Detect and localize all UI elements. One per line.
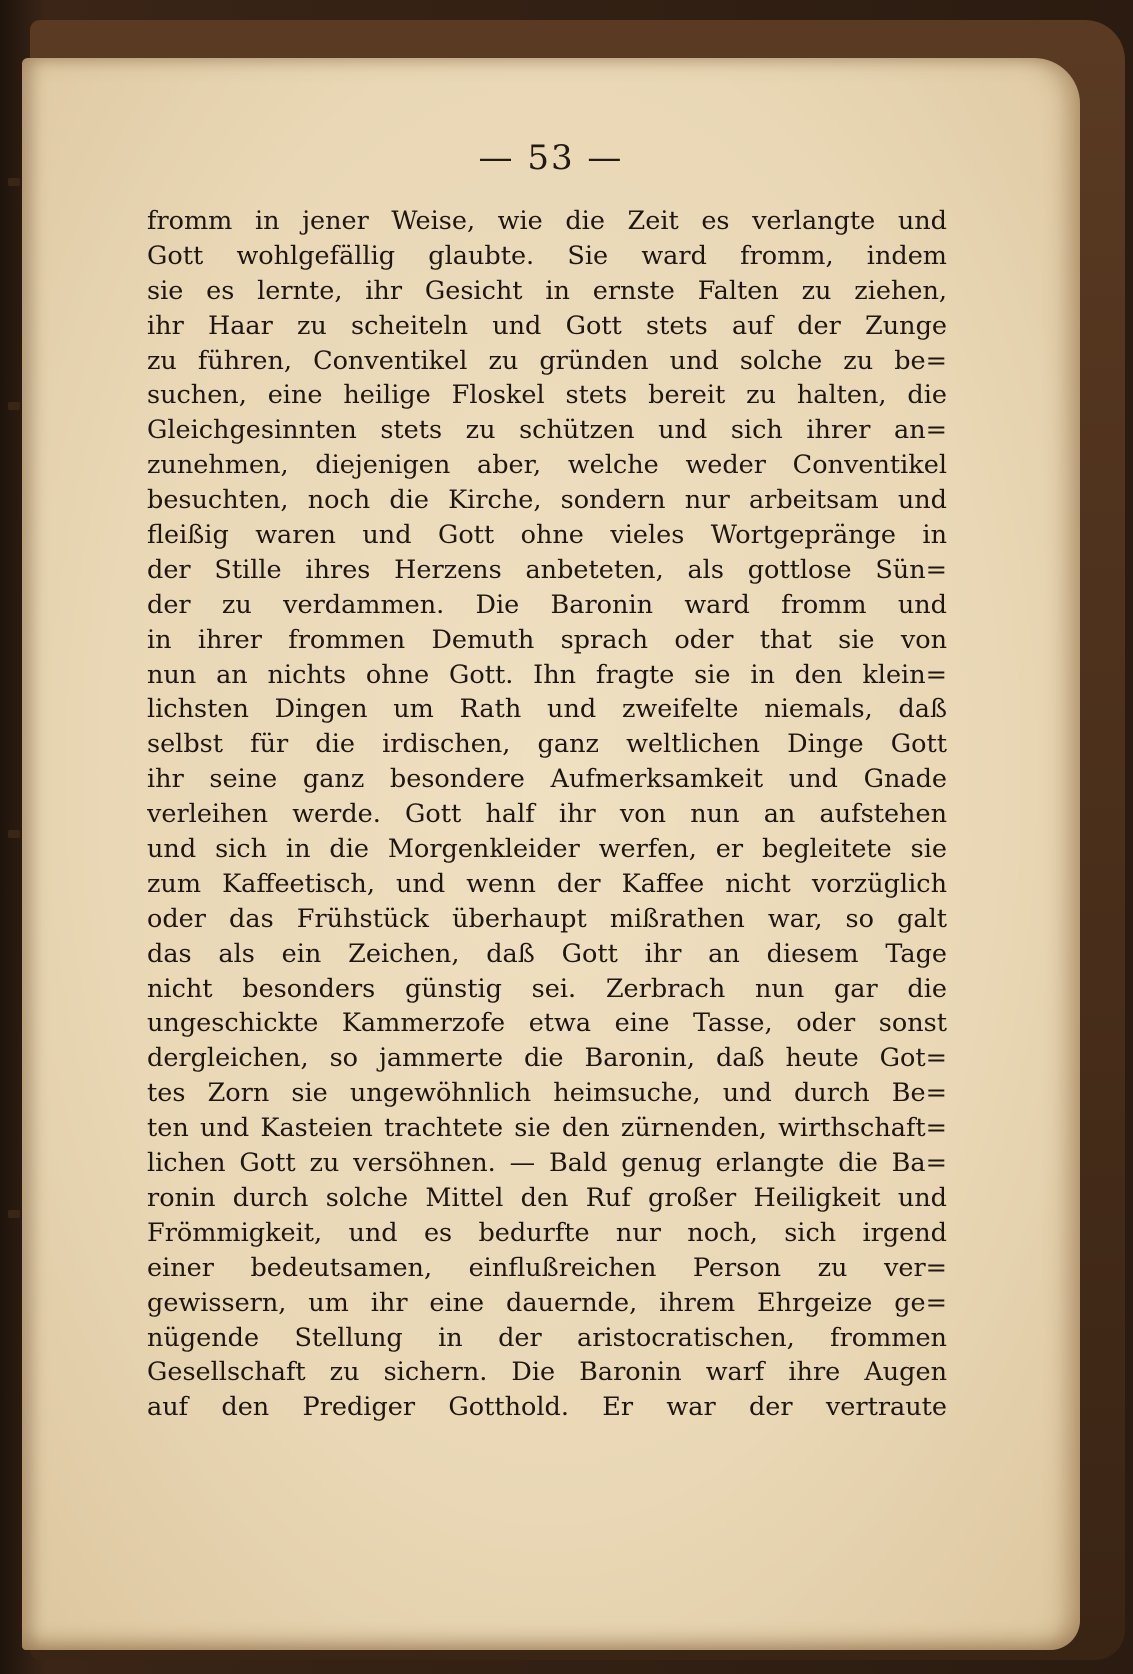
text-line: das als ein Zeichen, daß Gott ihr an diesem Tage bbox=[147, 938, 947, 969]
text-line: selbst für die irdischen, ganz weltlichen Dinge Gott bbox=[147, 729, 947, 760]
book-page bbox=[22, 58, 1080, 1650]
text-line: gewissern, um ihr eine dauernde, ihrem Ehrgeize ge= bbox=[147, 1287, 947, 1318]
text-line: zunehmen, diejenigen aber, welche weder Conventikel bbox=[147, 450, 947, 481]
text-line: ihr seine ganz besondere Aufmerksamkeit und Gnade bbox=[147, 764, 947, 795]
text-line: einer bedeutsamen, einflußreichen Person zu ver= bbox=[147, 1252, 947, 1283]
text-line: Frömmigkeit, und es bedurfte nur noch, sich irgend bbox=[147, 1217, 947, 1248]
text-line: oder das Frühstück überhaupt mißrathen war, so galt bbox=[147, 903, 947, 934]
text-line: zum Kaffeetisch, und wenn der Kaffee nicht vorzüglich bbox=[147, 868, 947, 899]
text-line: fleißig waren und Gott ohne vieles Wortgepränge in bbox=[147, 520, 947, 551]
text-line: lichsten Dingen um Rath und zweifelte niemals, daß bbox=[147, 694, 947, 725]
margin-mark bbox=[8, 178, 20, 186]
text-line: besuchten, noch die Kirche, sondern nur arbeitsam und bbox=[147, 485, 947, 516]
margin-mark bbox=[8, 402, 20, 410]
text-line: Gott wohlgefällig glaubte. Sie ward fromm, indem bbox=[147, 240, 947, 271]
text-line: und sich in die Morgenkleider werfen, er begleitete sie bbox=[147, 834, 947, 865]
text-line: der zu verdammen. Die Baronin ward fromm und bbox=[147, 589, 947, 620]
text-line: lichen Gott zu versöhnen. — Bald genug erlangte die Ba= bbox=[147, 1148, 947, 1179]
margin-mark bbox=[8, 1210, 20, 1218]
text-line: ungeschickte Kammerzofe etwa eine Tasse, oder sonst bbox=[147, 1008, 947, 1039]
body-text bbox=[147, 204, 947, 1425]
text-line: nun an nichts ohne Gott. Ihn fragte sie in den klein= bbox=[147, 659, 947, 690]
text-line: auf den Prediger Gotthold. Er war der vertraute bbox=[147, 1392, 947, 1423]
text-line: sie es lernte, ihr Gesicht in ernste Falten zu ziehen, bbox=[147, 275, 947, 306]
text-line: Gleichgesinnten stets zu schützen und sich ihrer an= bbox=[147, 415, 947, 446]
text-line: ronin durch solche Mittel den Ruf großer Heiligkeit und bbox=[147, 1182, 947, 1213]
text-line: der Stille ihres Herzens anbeteten, als gottlose Sün= bbox=[147, 554, 947, 585]
page-number: — 53 — bbox=[478, 138, 624, 178]
text-line: nicht besonders günstig sei. Zerbrach nun gar die bbox=[147, 973, 947, 1004]
text-line: nügende Stellung in der aristocratischen, frommen bbox=[147, 1322, 947, 1353]
text-line: ten und Kasteien trachtete sie den zürnenden, wirthschaft= bbox=[147, 1113, 947, 1144]
text-line: Gesellschaft zu sichern. Die Baronin warf ihre Augen bbox=[147, 1357, 947, 1388]
text-line: dergleichen, so jammerte die Baronin, daß heute Got= bbox=[147, 1043, 947, 1074]
text-line: tes Zorn sie ungewöhnlich heimsuche, und durch Be= bbox=[147, 1078, 947, 1109]
text-line: zu führen, Conventikel zu gründen und solche zu be= bbox=[147, 345, 947, 376]
text-line: verleihen werde. Gott half ihr von nun an aufstehen bbox=[147, 799, 947, 830]
text-line: ihr Haar zu scheiteln und Gott stets auf der Zunge bbox=[147, 310, 947, 341]
text-line: in ihrer frommen Demuth sprach oder that sie von bbox=[147, 624, 947, 655]
text-line: fromm in jener Weise, wie die Zeit es verlangte und bbox=[147, 206, 947, 236]
margin-mark bbox=[8, 830, 20, 838]
text-line: suchen, eine heilige Floskel stets bereit zu halten, die bbox=[147, 380, 947, 411]
